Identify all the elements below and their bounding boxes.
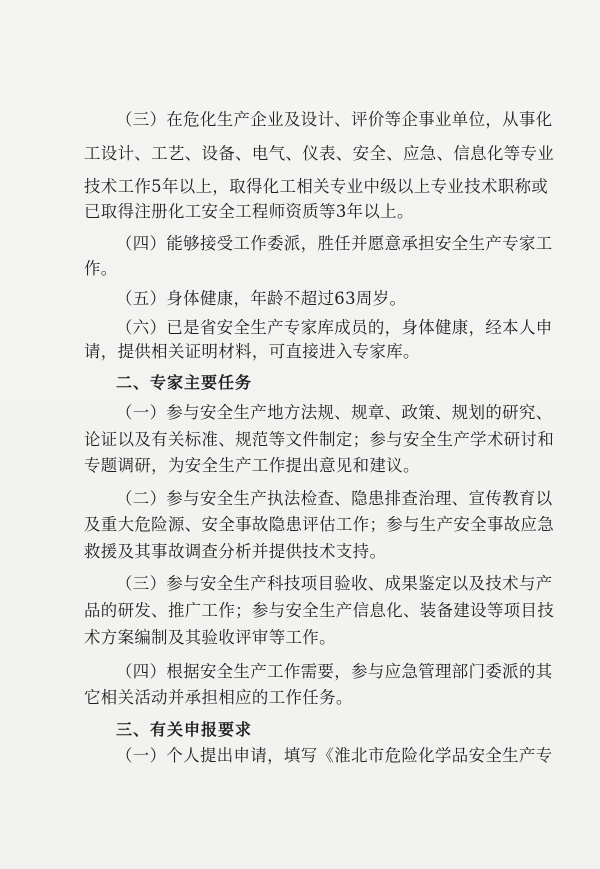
text-line: 已取得注册化工安全工程师资质等3年以上。 (84, 202, 414, 221)
text-line: 它相关活动并承担相应的工作任务。 (84, 688, 353, 707)
text-line: 作。 (84, 259, 118, 278)
text-line: 专题调研，为安全生产工作提出意见和建议。 (84, 456, 420, 475)
text-line: 品的研发、推广工作；参与安全生产信息化、装备建设等项目技 (84, 601, 555, 620)
text-line: 技术工作5年以上，取得化工相关专业中级以上专业技术职称或 (84, 177, 549, 196)
text-line: 及重大危险源、安全事故隐患评估工作；参与生产安全事故应急 (84, 515, 555, 534)
text-line: （一）参与安全生产地方法规、规章、政策、规划的研究、 (116, 403, 553, 422)
text-line: （一）个人提出申请，填写《淮北市危险化学品安全生产专 (116, 746, 553, 765)
section-heading: 三、有关申报要求 (116, 720, 253, 739)
text-line: 救援及其事故调查分析并提供技术支持。 (84, 542, 387, 561)
text-line: （六）已是省安全生产专家库成员的，身体健康，经本人申 (116, 318, 553, 337)
section-heading: 二、专家主要任务 (116, 373, 253, 392)
text-line: （四）根据安全生产工作需要，参与应急管理部门委派的其 (116, 662, 553, 681)
text-line: （五）身体健康，年龄不超过63周岁。 (116, 289, 407, 308)
text-line: 术方案编制及其验收评审等工作。 (84, 628, 336, 647)
text-line: 请，提供相关证明材料，可直接进入专家库。 (84, 342, 420, 361)
text-line: （四）能够接受工作委派，胜任并愿意承担安全生产专家工 (116, 234, 553, 253)
text-line: 工设计、工艺、设备、电气、仪表、安全、应急、信息化等专业 (84, 144, 555, 163)
text-line: （三）在危化生产企业及设计、评价等企事业单位，从事化 (116, 110, 553, 129)
text-line: 论证以及有关标准、规范等文件制定；参与安全生产学术研讨和 (84, 430, 555, 449)
text-line: （三）参与安全生产科技项目验收、成果鉴定以及技术与产 (116, 574, 553, 593)
text-line: （二）参与安全生产执法检查、隐患排查治理、宣传教育以 (116, 489, 553, 508)
